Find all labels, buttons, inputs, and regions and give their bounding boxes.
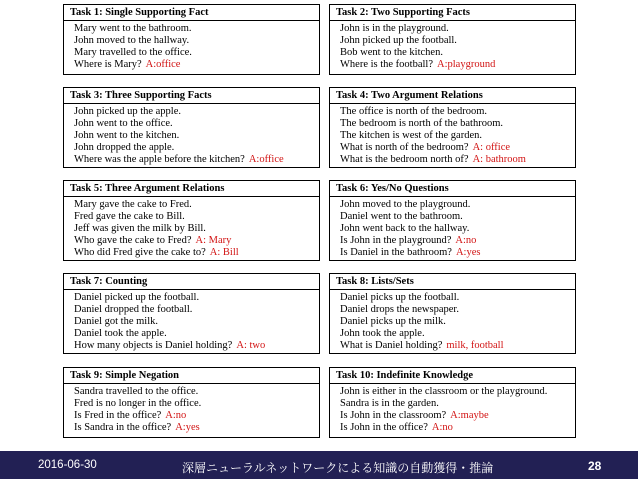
answer-text: A:office [248,154,284,165]
task-title: Task 4: Two Argument Relations [330,88,575,104]
task-story [64,104,319,166]
question-line [340,59,575,71]
task-title: Task 2: Two Supporting Facts [330,5,575,21]
task-story [330,21,575,71]
story-line: John moved to the hallway. [74,35,190,46]
story-line: Daniel picks up the football. [340,292,460,303]
task-story [330,290,575,352]
story-line: John moved to the playground. [340,199,471,210]
question-text: Is Fred in the office? [74,410,162,421]
task-story [64,384,319,434]
task-title: Task 6: Yes/No Questions [330,181,575,197]
slide-footer [0,451,638,479]
story-line: Daniel went to the bathroom. [340,211,463,222]
story-line: Sandra is in the garden. [340,398,439,409]
question-text: Where is Mary? [74,59,142,70]
question-line [340,154,575,166]
answer-text: A:no [165,410,187,421]
question-line [74,235,319,247]
story-line: Daniel drops the newspaper. [340,304,459,315]
question-line [74,340,319,352]
task-title: Task 1: Single Supporting Fact [64,5,319,21]
question-text: Where was the apple before the kitchen? [74,154,245,165]
story-line: The office is north of the bedroom. [340,106,488,117]
question-text: Is John in the office? [340,422,428,433]
footer-date: 2016-06-30 [38,459,97,471]
task-story [330,197,575,259]
task-panel-8 [329,273,576,354]
question-text: How many objects is Daniel holding? [74,340,233,351]
task-title: Task 3: Three Supporting Facts [64,88,319,104]
answer-text: A:no [431,422,453,433]
question-text: What is Daniel holding? [340,340,443,351]
answer-text: A:playground [437,59,496,70]
story-line: John took the apple. [340,328,425,339]
answer-text: milk, football [446,340,504,351]
answer-text: A: Bill [209,247,239,258]
story-line: Sandra travelled to the office. [74,386,199,397]
story-line: Daniel took the apple. [74,328,167,339]
answer-text: A: bathroom [472,154,526,165]
story-line: Bob went to the kitchen. [340,47,443,58]
task-story [64,290,319,352]
question-line [74,410,319,422]
answer-text: A: two [236,340,266,351]
question-text: Who gave the cake to Fred? [74,235,192,246]
task-title: Task 7: Counting [64,274,319,290]
task-panel-3 [63,87,320,168]
answer-text: A: Mary [195,235,232,246]
story-line: Daniel picked up the football. [74,292,200,303]
task-panel-5 [63,180,320,261]
question-text: Is John in the playground? [340,235,452,246]
story-line: John went to the kitchen. [74,130,180,141]
task-story [330,384,575,434]
story-line: Fred gave the cake to Bill. [74,211,185,222]
question-line [340,422,575,434]
answer-text: A:no [455,235,477,246]
question-line [340,247,575,259]
story-line: Daniel dropped the football. [74,304,193,315]
story-line: John picked up the apple. [74,106,182,117]
task-story [330,104,575,166]
story-line: John went to the office. [74,118,173,129]
story-line: Fred is no longer in the office. [74,398,202,409]
question-line [340,235,575,247]
task-panel-10 [329,367,576,438]
task-story [64,197,319,259]
task-panel-9 [63,367,320,438]
task-panel-4 [329,87,576,168]
story-line: Mary travelled to the office. [74,47,192,58]
story-line: Mary went to the bathroom. [74,23,192,34]
question-line [340,410,575,422]
story-line: Daniel got the milk. [74,316,158,327]
question-line [74,422,319,434]
question-line [340,340,575,352]
question-text: What is the bedroom north of? [340,154,469,165]
story-line: The kitchen is west of the garden. [340,130,482,141]
story-line: John picked up the football. [340,35,457,46]
task-panel-7 [63,273,320,354]
story-line: The bedroom is north of the bathroom. [340,118,504,129]
question-text: Where is the football? [340,59,434,70]
question-line [74,59,319,71]
answer-text: A:yes [175,422,200,433]
story-line: John is in the playground. [340,23,449,34]
story-line: Mary gave the cake to Fred. [74,199,192,210]
answer-text: A: office [472,142,511,153]
task-panel-2 [329,4,576,75]
answer-text: A:office [145,59,181,70]
question-text: Is John in the classroom? [340,410,447,421]
task-title: Task 5: Three Argument Relations [64,181,319,197]
question-text: What is north of the bedroom? [340,142,469,153]
story-line: Jeff was given the milk by Bill. [74,223,206,234]
question-line [340,142,575,154]
question-text: Is Daniel in the bathroom? [340,247,452,258]
footer-title: 深層ニューラルネットワークによる知識の自動獲得・推論 [182,461,494,475]
question-text: Who did Fred give the cake to? [74,247,206,258]
story-line: Daniel picks up the milk. [340,316,446,327]
story-line: John went back to the hallway. [340,223,470,234]
story-line: John is either in the classroom or the playground. [340,386,548,397]
question-line [74,154,319,166]
question-text: Is Sandra in the office? [74,422,172,433]
task-story [64,21,319,71]
story-line: John dropped the apple. [74,142,175,153]
footer-page-number: 28 [588,459,602,473]
task-title: Task 9: Simple Negation [64,368,319,384]
task-panel-6 [329,180,576,261]
answer-text: A:maybe [450,410,489,421]
question-line [74,247,319,259]
task-title: Task 10: Indefinite Knowledge [330,368,575,384]
task-title: Task 8: Lists/Sets [330,274,575,290]
task-panel-1 [63,4,320,75]
answer-text: A:yes [455,247,481,258]
